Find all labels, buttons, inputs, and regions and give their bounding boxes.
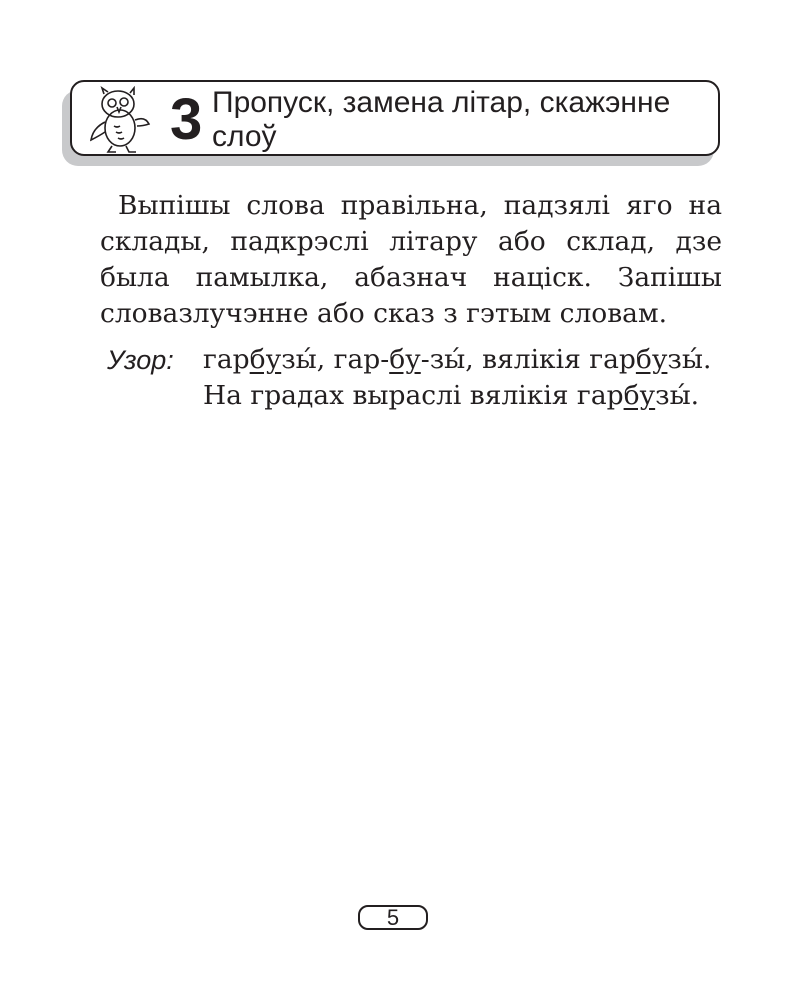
exercise-header — [70, 80, 720, 156]
task-instructions: Выпішы слова правільна, падзялі яго на склады, падкрэслі літару або склад, дзе была памылка, абазнач націск. Запішы словазлучэнне або сказ з гэтым словам. — [100, 190, 722, 329]
exercise-number: 3 — [170, 87, 203, 152]
page-number: 5 — [358, 905, 428, 930]
underlined-syllable: бу — [635, 344, 668, 375]
example-text: зы́. — [667, 344, 712, 375]
example-label: Узор: — [107, 345, 174, 375]
owl-icon — [82, 86, 158, 154]
example-text: зы́, гар- — [281, 344, 390, 375]
example-text: зы́. — [655, 380, 700, 411]
underlined-syllable: бу — [389, 344, 421, 375]
example-text: гар — [203, 344, 250, 375]
underlined-syllable: бу — [249, 344, 282, 375]
example-line-1 — [203, 342, 711, 378]
underlined-syllable: бу — [623, 380, 656, 411]
example-line-2 — [203, 378, 699, 414]
exercise-title: Пропуск, замена літар, скажэнне слоў — [212, 86, 671, 153]
example-text: -зы́, вялікія гар — [420, 344, 636, 375]
example-text: На градах выраслі вялікія гар — [203, 380, 624, 411]
